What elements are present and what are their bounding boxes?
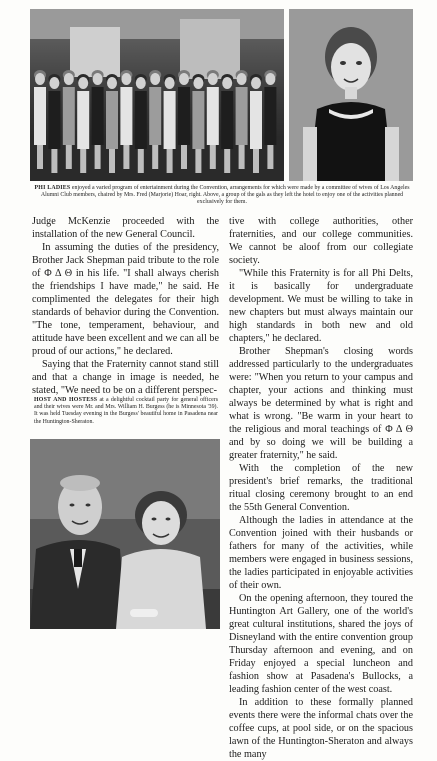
paragraph: Judge McKenzie proceeded with the installation of the new General Council. [32,216,219,240]
caption-left-text: at a delightful cocktail party for general officers and their wives were Mr. and Mrs. William H. Burgess (he is Minnesota '39). It was held Tuesday evening in the Burgess' beautiful home in Pasadena near the Huntington-Sheraton. [34,397,218,425]
paragraph: "While this Fraternity is for all Phi Delts, it is basically for undergraduate development. We must be willing to take in new chapters but must always maintain our high standards in both new and old chapters," he declared. [229,268,413,344]
couple-photo [30,439,220,629]
left-column [32,215,219,397]
right-column [229,215,413,761]
caption-left [34,397,218,426]
caption-left-lead: HOST AND HOSTESS [34,397,98,403]
group-photo [30,9,284,181]
paragraph: With the completion of the new president's brief remarks, the traditional ritual closing ceremony brought to an end the 55th General Convention. [229,463,413,513]
caption-top-text: enjoyed a varied program of entertainment during the Convention, arrangements for which were made by a committee of wives of Los Angeles Alumni Club members, chaired by Mrs. Fred (Marjorie) Hoar, right. Above, a group of the gals as they left the hotel to enjoy one of the activities planned exclusively for them. [40,185,410,206]
caption-top-lead: PHI LADIES [34,185,71,191]
caption-top [32,185,412,207]
paragraph: tive with college authorities, other fraternities, and our college communities. We cannot be aloof from our collegiate society. [229,216,413,266]
paragraph: In addition to these formally planned events there were the informal chats over the coffee cups, at pool side, or on the spacious lawn of the Huntington-Sheraton and always the many [229,697,413,760]
paragraph: On the opening afternoon, they toured the Huntington Art Gallery, one of the world's great cultural institutions, shared the joys of Disneyland with the entire convention group Thursday afternoon and evening, and on Friday enjoyed a special luncheon and fashion show at Pasadena's Bullocks, a leading fashion center of the west coast. [229,593,413,695]
paragraph: Brother Shepman's closing words addressed particularly to the undergraduates were: "When you return to your campus and chapter, your actions and thinking must always be determined by what is right and what is wrong. "Be warm in your heart to the religious and moral teachings of Φ Δ Θ and by so doing we will be building a greater fraternity," he said. [229,346,413,461]
paragraph: In assuming the duties of the presidency, Brother Jack Shepman paid tribute to the role of Φ Δ Θ in his life. "I shall always cherish the friendships I have made," he said. He complimented the delegates for their high standards of behavior during the Convention. "The tone, temperament, behaviour, and attitude have been excellent and we can all be proud of our actions," he declared. [32,242,219,357]
portrait-photo [289,9,413,181]
paragraph: Although the ladies in attendance at the Convention joined with their husbands or fathers for many of the activities, while members were engaged in business sessions, the ladies participated in enjoyable activities of their own. [229,515,413,591]
paragraph: Saying that the Fraternity cannot stand still and that a change in image is needed, he stated, "We need to be on a different perspec- [32,359,219,396]
